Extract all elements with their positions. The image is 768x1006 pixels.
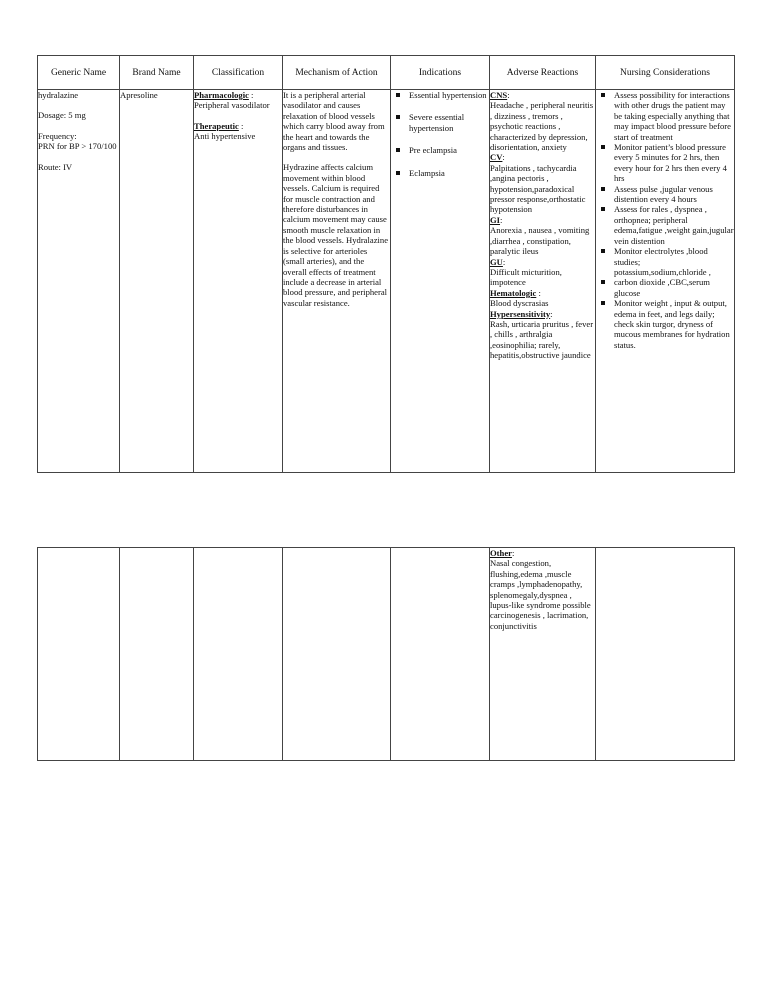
therapeutic-label: Therapeutic — [194, 120, 239, 131]
header-adverse-reactions: Adverse Reactions — [490, 56, 596, 90]
cell-nursing-considerations — [596, 90, 735, 473]
cell-generic-name — [38, 90, 120, 473]
header-classification: Classification — [194, 56, 283, 90]
gi-text: Anorexia , nausea , vomiting ,diarrhea , constipation, paralytic ileus — [490, 225, 590, 257]
cell-empty — [391, 548, 490, 761]
header-generic-name: Generic Name — [38, 56, 120, 90]
header-row — [38, 56, 735, 90]
hypersensitivity-text: Rash, urticaria pruritus , fever , chills , arthralgia ,eosinophilia; rarely, hepatitis,obstructive jaundice — [490, 318, 594, 361]
frequency-value: PRN for BP > 170/100 — [38, 141, 117, 152]
cell-classification: Pharmacologic : Peripheral vasodilator Therapeutic : Anti hypertensive — [194, 90, 283, 473]
cns-text: Headache , peripheral neuritis , dizziness , tremors , psychotic reactions , characterized by depression, disorientation, anxiety — [490, 100, 594, 153]
cns-label: CNS — [490, 90, 508, 100]
cell-empty — [283, 548, 391, 761]
frequency-label: Frequency: — [38, 130, 77, 141]
gu-text: Difficult micturition, impotence — [490, 266, 562, 288]
cell-indications — [391, 90, 490, 473]
hematologic-label: Hematologic — [490, 287, 537, 298]
hypersensitivity-label: Hypersensitivity — [490, 308, 551, 319]
therapeutic-value: Anti hypertensive — [194, 131, 256, 142]
route: Route: IV — [38, 161, 73, 172]
header-brand-name: Brand Name — [120, 56, 194, 90]
list-item: Essential hypertension — [391, 90, 489, 100]
list-item: Pre eclampsia — [391, 145, 489, 155]
cell-brand-name — [120, 90, 194, 473]
header-mechanism: Mechanism of Action — [283, 56, 391, 90]
other-text: Nasal congestion, flushing,edema ,muscle cramps ,lymphadenopathy, splenomegaly,dyspnea , lupus-like syndrome possible carcinogenesis , lacrimation, conjunctivitis — [490, 558, 591, 631]
list-item: Eclampsia — [391, 168, 489, 178]
header-indications: Indications — [391, 56, 490, 90]
cell-empty — [194, 548, 283, 761]
drug-row — [38, 90, 735, 473]
generic-name: hydralazine — [38, 90, 79, 100]
drug-row-continued — [38, 548, 735, 761]
other-label: Other — [490, 548, 512, 558]
cell-mechanism — [283, 90, 391, 473]
drug-table-page-2 — [37, 547, 735, 761]
dosage: Dosage: 5 mg — [38, 110, 86, 121]
mechanism-paragraph-2: Hydrazine affects calcium movement within blood vessels. Calcium is required for muscle contraction and therefore disturbances in calcium movement may cause smooth muscle relaxation in the blood vessels. Hydralazine is selective for arterioles (small arteries), and the overall effects of treatment include a decrease in arterial blood pressure, and peripheral vascular resistance. — [283, 162, 389, 308]
cell-empty — [596, 548, 735, 761]
pharmacologic-label: Pharmacologic — [194, 90, 249, 100]
cv-label: CV — [490, 152, 503, 163]
gu-label: GU — [490, 256, 503, 267]
drug-table-page-1 — [37, 55, 735, 473]
indications-list — [391, 90, 489, 178]
list-item: Monitor patient’s blood pressure every 5 minutes for 2 hrs, then every hour for 2 hrs then every 4 hrs — [596, 142, 734, 184]
list-item: carbon dioxide ,CBC,serum glucose — [596, 277, 734, 298]
header-nursing-considerations: Nursing Considerations — [596, 56, 735, 90]
cell-empty — [38, 548, 120, 761]
list-item: Assess pulse ,jugular venous distention every 4 hours — [596, 184, 734, 205]
mechanism-paragraph-1: It is a peripheral arterial vasodilator and causes relaxation of blood vessels which carry blood away from the heart and towards the organs and tissues. — [283, 90, 385, 153]
cv-text: Palpitations , tachycardia ,angina pectoris , hypotension,paradoxical pressor response,orthostatic hypotension — [490, 162, 586, 215]
hematologic-text: Blood dyscrasias — [490, 298, 549, 309]
cell-empty — [120, 548, 194, 761]
gi-label: GI — [490, 214, 501, 225]
cell-adverse-reactions-continued: Other: Nasal congestion, flushing,edema ,muscle cramps ,lymphadenopathy, splenomegaly,dyspnea , lupus-like syndrome possible carcinogenesis , lacrimation, conjunctivitis — [490, 548, 596, 761]
list-item: Assess for rales , dyspnea , orthopnea; peripheral edema,fatigue ,weight gain,jugular vein distention — [596, 204, 734, 246]
list-item: Monitor weight , input & output, edema in feet, and legs daily; check skin turgor, dryness of mucous membranes for hydration status. — [596, 298, 734, 350]
brand-name: Apresoline — [120, 90, 158, 100]
nursing-list — [596, 90, 734, 350]
list-item: Assess possibility for interactions with other drugs the patient may be taking especially anything that may impact blood pressure before start of treatment — [596, 90, 734, 142]
list-item: Severe essential hypertension — [391, 112, 489, 133]
cell-adverse-reactions: CNS: Headache , peripheral neuritis , dizziness , tremors , psychotic reactions , characterized by depression, disorientation, anxiety CV: Palpitations , tachycardia ,angina pectoris , hypotension,paradoxical pressor response,orthostatic hypotension GI: Anorexia , nausea , vomiting ,diarrhea , constipation, paralytic ileus GU: Difficult micturition, impotence Hematologic : Blood dyscrasias Hypersensitivity: Rash, urticaria pruritus , fever , chills , arthralgia ,eosinophilia; rarely, hepatitis,obstructive jaundice — [490, 90, 596, 473]
list-item: Monitor electrolytes ,blood studies; potassium,sodium,chloride , — [596, 246, 734, 277]
pharmacologic-value: Peripheral vasodilator — [194, 100, 270, 111]
